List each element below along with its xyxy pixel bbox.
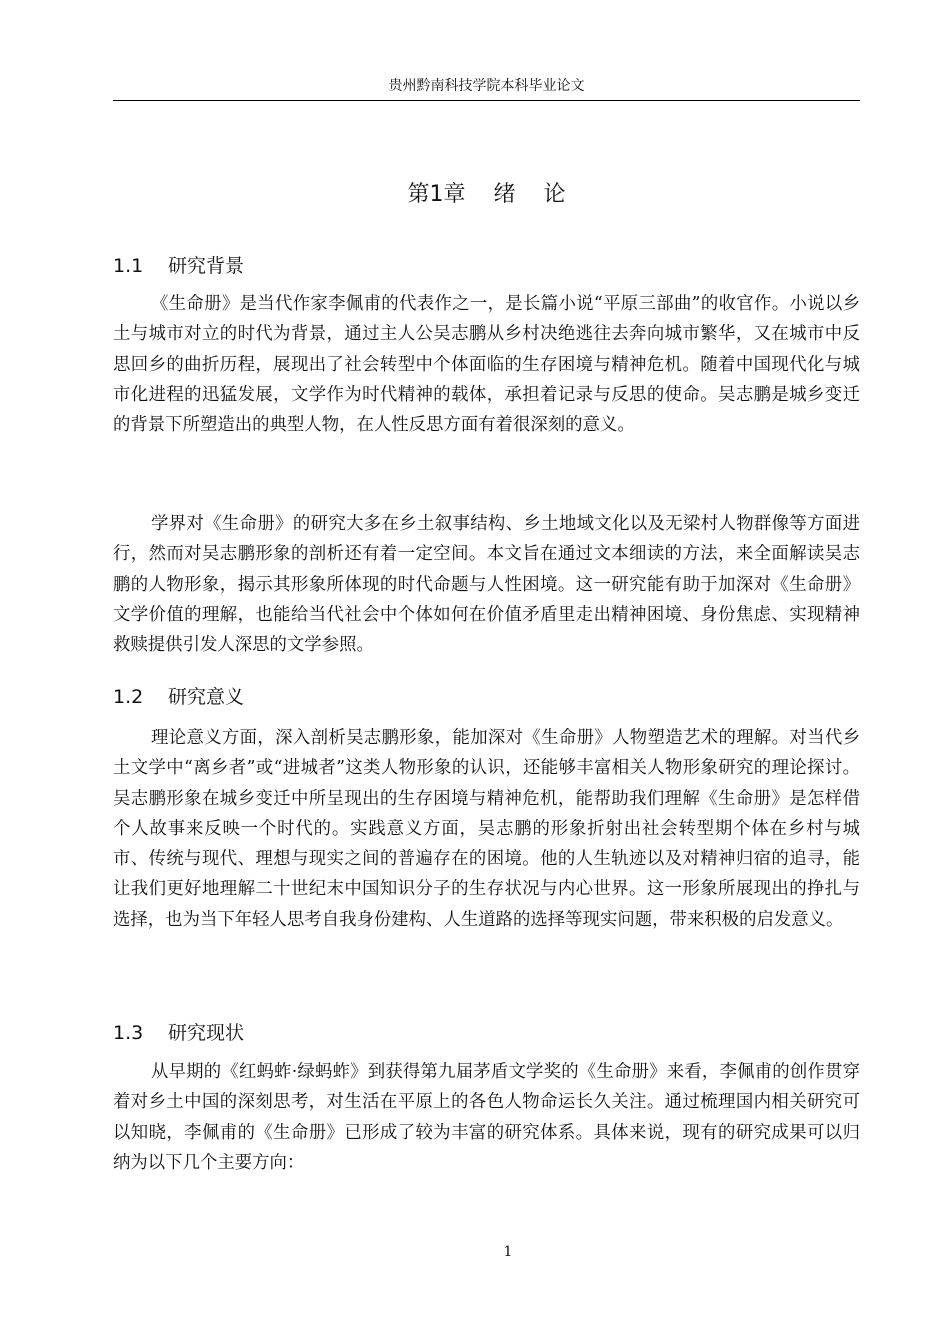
paragraph: 《生命册》是当代作家李佩甫的代表作之一，是长篇小说“平原三部曲”的收官作。小说以乡土与城市对立的时代为背景，通过主人公吴志鹏从乡村决绝逃往去奔向城市繁华，又在城市中反思回乡的曲折历程，展现出了社会转型中个体面临的生存困境与精神危机。随着中国现代化与城市化进程的迅猛发展，文学作为时代精神的载体，承担着记录与反思的使命。吴志鹏是城乡变迁的背景下所塑造出的典型人物，在人性反思方面有着很深刻的意义。: [113, 294, 860, 436]
section-number: 1.1: [113, 255, 144, 277]
header-divider: [113, 100, 860, 101]
chapter-title: 第1章 绪 论: [407, 182, 566, 207]
section-title: 研究现状: [168, 1022, 245, 1044]
section-heading-1-1: [113, 252, 244, 280]
section-heading-1-3: [113, 1019, 244, 1047]
page-header: 贵州黔南科技学院本科毕业论文: [388, 78, 585, 94]
section-title: 研究背景: [168, 255, 245, 277]
paragraph: 从早期的《红蚂蚱·绿蚂蚱》到获得第九届茅盾文学奖的《生命册》来看，李佩甫的创作贯穿着对乡土中国的深刻思考，对生活在平原上的各色人物命运长久关注。通过梳理国内相关研究可以知晓，李佩甫的《生命册》已形成了较为丰富的研究体系。具体来说，现有的研究成果可以归纳为以下几个主要方向：: [113, 1062, 860, 1173]
section-title: 研究意义: [168, 686, 245, 708]
paragraph: 学界对《生命册》的研究大多在乡土叙事结构、乡土地域文化以及无梁村人物群像等方面进行，然而对吴志鹏形象的剖析还有着一定空间。本文旨在通过文本细读的方法，来全面解读吴志鹏的人物形象，揭示其形象所体现的时代命题与人性困境。这一研究能有助于加深对《生命册》文学价值的理解，也能给当代社会中个体如何在价值矛盾里走出精神困境、身份焦虑、实现精神救赎提供引发人深思的文学参照。: [113, 514, 860, 656]
section-number: 1.3: [113, 1022, 144, 1044]
paragraph: 理论意义方面，深入剖析吴志鹏形象，能加深对《生命册》人物塑造艺术的理解。对当代乡土文学中“离乡者”或“进城者”这类人物形象的认识，还能够丰富相关人物形象研究的理论探讨。吴志鹏形象在城乡变迁中所呈现出的生存困境与精神危机，能帮助我们理解《生命册》是怎样借个人故事来反映一个时代的。实践意义方面，吴志鹏的形象折射出社会转型期个体在乡村与城市、传统与现代、理想与现实之间的普遍存在的困境。他的人生轨迹以及对精神归宿的追寻，能让我们更好地理解二十世纪末中国知识分子的生存状况与内心世界。这一形象所展现出的挣扎与选择，也为当下年轻人思考自我身份建构、人生道路的选择等现实问题，带来积极的启发意义。: [113, 728, 860, 930]
section-number: 1.2: [113, 686, 144, 708]
page-number: 1: [503, 1244, 513, 1260]
section-heading-1-2: [113, 683, 244, 711]
